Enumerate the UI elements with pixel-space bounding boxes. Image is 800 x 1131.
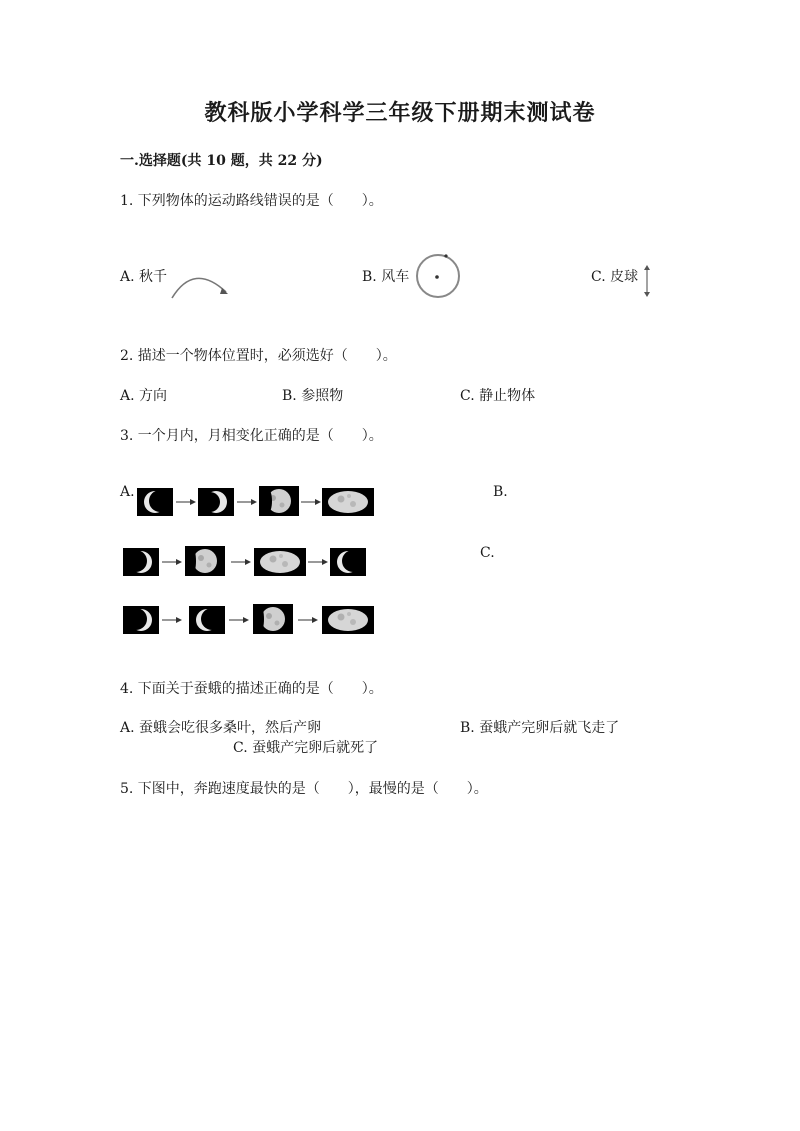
page-title: 教科版小学科学三年级下册期末测试卷 [204, 100, 596, 126]
arrow-right-icon [229, 616, 249, 624]
question-1-option-a[interactable]: A. 秋千 [120, 269, 168, 285]
moon-b-full-moon-icon [254, 548, 306, 576]
swing-arc-path-icon [168, 266, 234, 302]
question-2-option-b[interactable]: B. 参照物 [282, 388, 344, 404]
question-3-option-c[interactable]: C. [480, 545, 495, 561]
moon-b-waxing-gibbous-icon [185, 546, 225, 576]
question-2-option-a[interactable]: A. 方向 [120, 388, 168, 404]
moon-a-first-quarter-icon [198, 488, 234, 516]
question-4-option-a[interactable]: A. 蚕蛾会吃很多桑叶，然后产卵 [120, 720, 322, 736]
moon-a-waxing-crescent-icon [137, 488, 173, 516]
question-2-stem: 2. 描述一个物体位置时，必须选好（ ）。 [120, 348, 397, 364]
moon-a-waxing-gibbous-icon [259, 486, 299, 516]
windmill-circle-path-icon [412, 250, 464, 302]
question-4-option-b[interactable]: B. 蚕蛾产完卵后就飞走了 [460, 720, 620, 736]
question-3-option-b[interactable]: B. [493, 484, 508, 500]
arrow-right-icon [231, 558, 251, 566]
arrow-right-icon [298, 616, 318, 624]
question-5-stem: 5. 下图中，奔跑速度最快的是（ ），最慢的是（ ）。 [120, 781, 488, 797]
moon-b-waxing-crescent-icon [123, 548, 159, 576]
question-1-option-b[interactable]: B. 风车 [362, 269, 410, 285]
question-2-option-c[interactable]: C. 静止物体 [460, 388, 536, 404]
arrow-right-icon [176, 498, 196, 506]
arrow-right-icon [162, 558, 182, 566]
question-1-option-c[interactable]: C. 皮球 [591, 269, 639, 285]
arrow-right-icon [237, 498, 257, 506]
question-4-option-c[interactable]: C. 蚕蛾产完卵后就死了 [233, 740, 379, 756]
ball-vertical-path-icon [642, 264, 652, 298]
moon-c-waxing-gibbous-icon [253, 604, 293, 634]
section-heading: 一.选择题(共 10 题，共 22 分) [120, 153, 323, 169]
arrow-right-icon [301, 498, 321, 506]
moon-c-full-moon-icon [322, 606, 374, 634]
question-4-stem: 4. 下面关于蚕蛾的描述正确的是（ ）。 [120, 681, 383, 697]
arrow-right-icon [162, 616, 182, 624]
moon-c-waxing-crescent-icon [123, 606, 159, 634]
moon-b-waning-crescent-icon [330, 548, 366, 576]
question-3-stem: 3. 一个月内，月相变化正确的是（ ）。 [120, 428, 383, 444]
question-1-stem: 1. 下列物体的运动路线错误的是（ ）。 [120, 193, 383, 209]
question-3-option-a[interactable]: A. [120, 484, 135, 500]
arrow-right-icon [308, 558, 328, 566]
moon-a-full-moon-icon [322, 488, 374, 516]
moon-c-waning-crescent-icon [189, 606, 225, 634]
